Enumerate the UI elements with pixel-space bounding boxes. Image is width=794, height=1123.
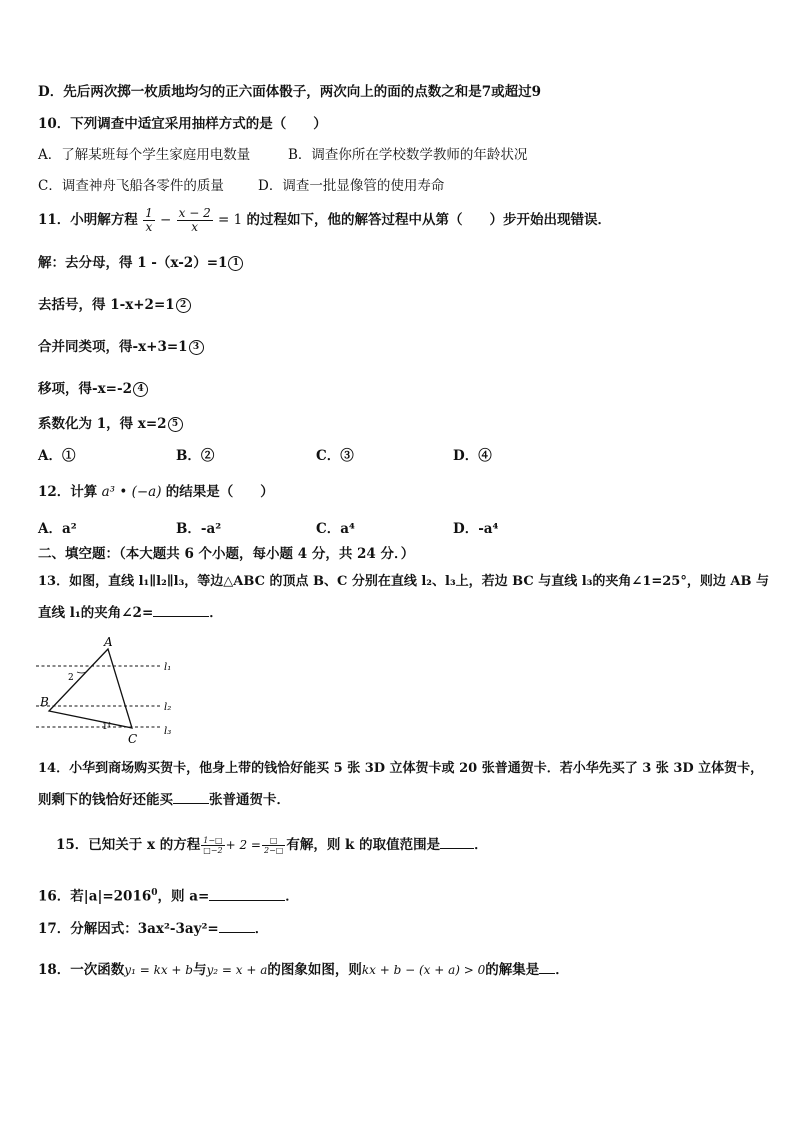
q12-stem-post: 的结果是（ ）	[165, 484, 274, 500]
q18-mid: 与	[192, 962, 207, 978]
q13-end: ．	[209, 605, 223, 621]
q16-exponent: 0	[151, 888, 158, 898]
q14-line-2-pre: 则剩下的钱恰好还能买	[38, 792, 173, 808]
q11-stem	[38, 207, 611, 234]
angle-1-label: 1	[102, 722, 108, 732]
q14-answer-blank[interactable]	[173, 791, 209, 804]
q11-minus: −	[160, 212, 172, 228]
q11-step-1	[38, 254, 243, 272]
q11-option-d: D．④	[453, 448, 492, 464]
q11-fraction-1	[143, 207, 155, 234]
q15-f2-num: □	[262, 836, 285, 846]
q11-step-4-text: 移项，得-x=-2	[38, 381, 132, 397]
angle-1-arc	[109, 722, 110, 727]
q11-step-1-text: 解：去分母，得 1 -（x-2）=1	[38, 255, 228, 271]
q12-option-c: C．a⁴	[316, 521, 355, 537]
q15-fraction-1	[201, 836, 224, 855]
q10-option-d: D．调查一批显像管的使用寿命	[258, 178, 445, 194]
vertex-b-label: B	[40, 695, 49, 709]
q12-expression: a³ • (−a)	[101, 484, 162, 500]
q16-line	[38, 884, 299, 906]
q13-answer-blank[interactable]	[153, 604, 209, 617]
q15-f1-den: □−2	[203, 846, 223, 855]
q10-option-b: B．调查你所在学校数学教师的年龄状况	[288, 147, 528, 163]
q11-equals: = 1	[218, 212, 243, 228]
q18-line	[38, 961, 569, 979]
q18-func-2: y₂ = x + a	[206, 963, 268, 977]
q11-option-a: A．①	[38, 448, 76, 464]
l1-label: l₁	[164, 662, 172, 673]
q15-f1-num: 1−□	[203, 836, 223, 845]
q13-figure	[32, 636, 192, 748]
q11-frac2-num: x − 2	[178, 206, 211, 220]
q11-stem-post: 的过程如下，他的解答过程中从第（ ）步开始出现错误．	[246, 212, 612, 228]
q17-end: ．	[254, 921, 269, 937]
q12-option-b: B．-a²	[176, 521, 222, 537]
angle-2-arc	[77, 672, 86, 673]
q15-line	[56, 836, 488, 855]
q13-line-2-text: 直线 l₁的夹角∠2=	[38, 605, 154, 621]
q16-pre: 16．若|a|=2016	[38, 888, 152, 905]
q17-line	[38, 920, 268, 938]
q14-line-2	[38, 791, 290, 809]
q18-post: 的解集是	[485, 962, 540, 978]
q10-option-a: A．了解某班每个学生家庭用电数量	[38, 147, 251, 163]
q12-stem-pre: 12．计算	[38, 484, 98, 500]
triangle-abc	[49, 649, 132, 728]
q18-inequality: kx + b − (x + a) > 0	[361, 963, 486, 977]
q11-step-2	[38, 296, 191, 314]
q13-line-2	[38, 604, 223, 622]
q12-stem	[38, 483, 274, 501]
q10-stem: 10．下列调查中适宜采用抽样方式的是（ ）	[38, 116, 327, 132]
q12-option-a: A．a²	[38, 521, 77, 537]
q15-mid: + 2 =	[225, 838, 261, 852]
q9-option-d: D．先后两次掷一枚质地均匀的正六面体骰子，两次向上的面的点数之和是7或超过9	[38, 84, 541, 100]
q15-answer-blank[interactable]	[440, 836, 474, 849]
q11-frac2-den: x	[191, 220, 199, 234]
q11-step-3	[38, 338, 204, 356]
q14-line-2-post: 张普通贺卡．	[209, 792, 290, 808]
q12-option-d: D．-a⁴	[453, 521, 499, 537]
l2-label: l₂	[164, 702, 172, 713]
q11-step-5-mark: 5	[168, 417, 183, 432]
q11-step-4	[38, 380, 148, 398]
q11-step-5-text: 系数化为 1，得 x=2	[38, 416, 167, 432]
l3-label: l₃	[164, 726, 172, 737]
q14-line-1: 14．小华到商场购买贺卡，他身上带的钱恰好能买 5 张 3D 立体贺卡或 20 张普通贺卡．若小华先买了 3 张 3D 立体贺卡，	[38, 761, 764, 776]
q11-step-3-text: 合并同类项，得-x+3=1	[38, 339, 188, 355]
q11-step-2-text: 去括号，得 1-x+2=1	[38, 297, 175, 313]
q11-option-b: B．②	[176, 448, 215, 464]
vertex-a-label: A	[104, 636, 113, 649]
q15-pre: 15．已知关于 x 的方程	[56, 837, 201, 853]
q11-frac1-den: x	[145, 220, 153, 234]
q15-f2-den: 2−□	[263, 846, 284, 855]
q17-pre: 17．分解因式：3ax²-3ay²=	[38, 921, 219, 937]
q11-step-2-mark: 2	[176, 298, 191, 313]
q17-answer-blank[interactable]	[219, 920, 255, 933]
q18-mid-2: 的图象如图，则	[267, 962, 362, 978]
q11-option-c: C．③	[316, 448, 354, 464]
q11-step-4-mark: 4	[133, 382, 148, 397]
q11-fraction-2	[177, 207, 213, 234]
q15-post: 有解，则 k 的取值范围是	[286, 837, 441, 853]
q11-step-1-mark: 1	[228, 256, 243, 271]
q11-frac1-num: 1	[145, 206, 153, 220]
q18-end: ．	[555, 962, 569, 978]
q11-step-5	[38, 415, 183, 433]
q18-pre: 18．一次函数	[38, 962, 125, 978]
q18-func-1: y₁ = kx + b	[124, 963, 193, 977]
section-2-heading: 二、填空题：（本大题共 6 个小题，每小题 4 分，共 24 分．）	[38, 546, 415, 562]
angle-2-label: 2	[68, 673, 74, 683]
q15-fraction-2	[262, 836, 285, 855]
q10-option-c: C．调查神舟飞船各零件的质量	[38, 178, 224, 194]
q11-stem-pre: 11．小明解方程	[38, 212, 138, 228]
q16-end: ．	[285, 888, 299, 905]
vertex-c-label: C	[128, 732, 138, 746]
q11-step-3-mark: 3	[189, 340, 204, 355]
q16-post: ，则 a=	[157, 888, 210, 905]
q13-line-1: 13．如图，直线 l₁∥l₂∥l₃，等边△ABC 的顶点 B、C 分别在直线 l₂、l₃上，若边 BC 与直线 l₃的夹角∠1=25°，则边 AB 与	[38, 574, 769, 589]
q18-answer-blank[interactable]	[539, 961, 555, 974]
q15-end: ．	[474, 837, 488, 853]
q16-answer-blank[interactable]	[209, 888, 285, 901]
